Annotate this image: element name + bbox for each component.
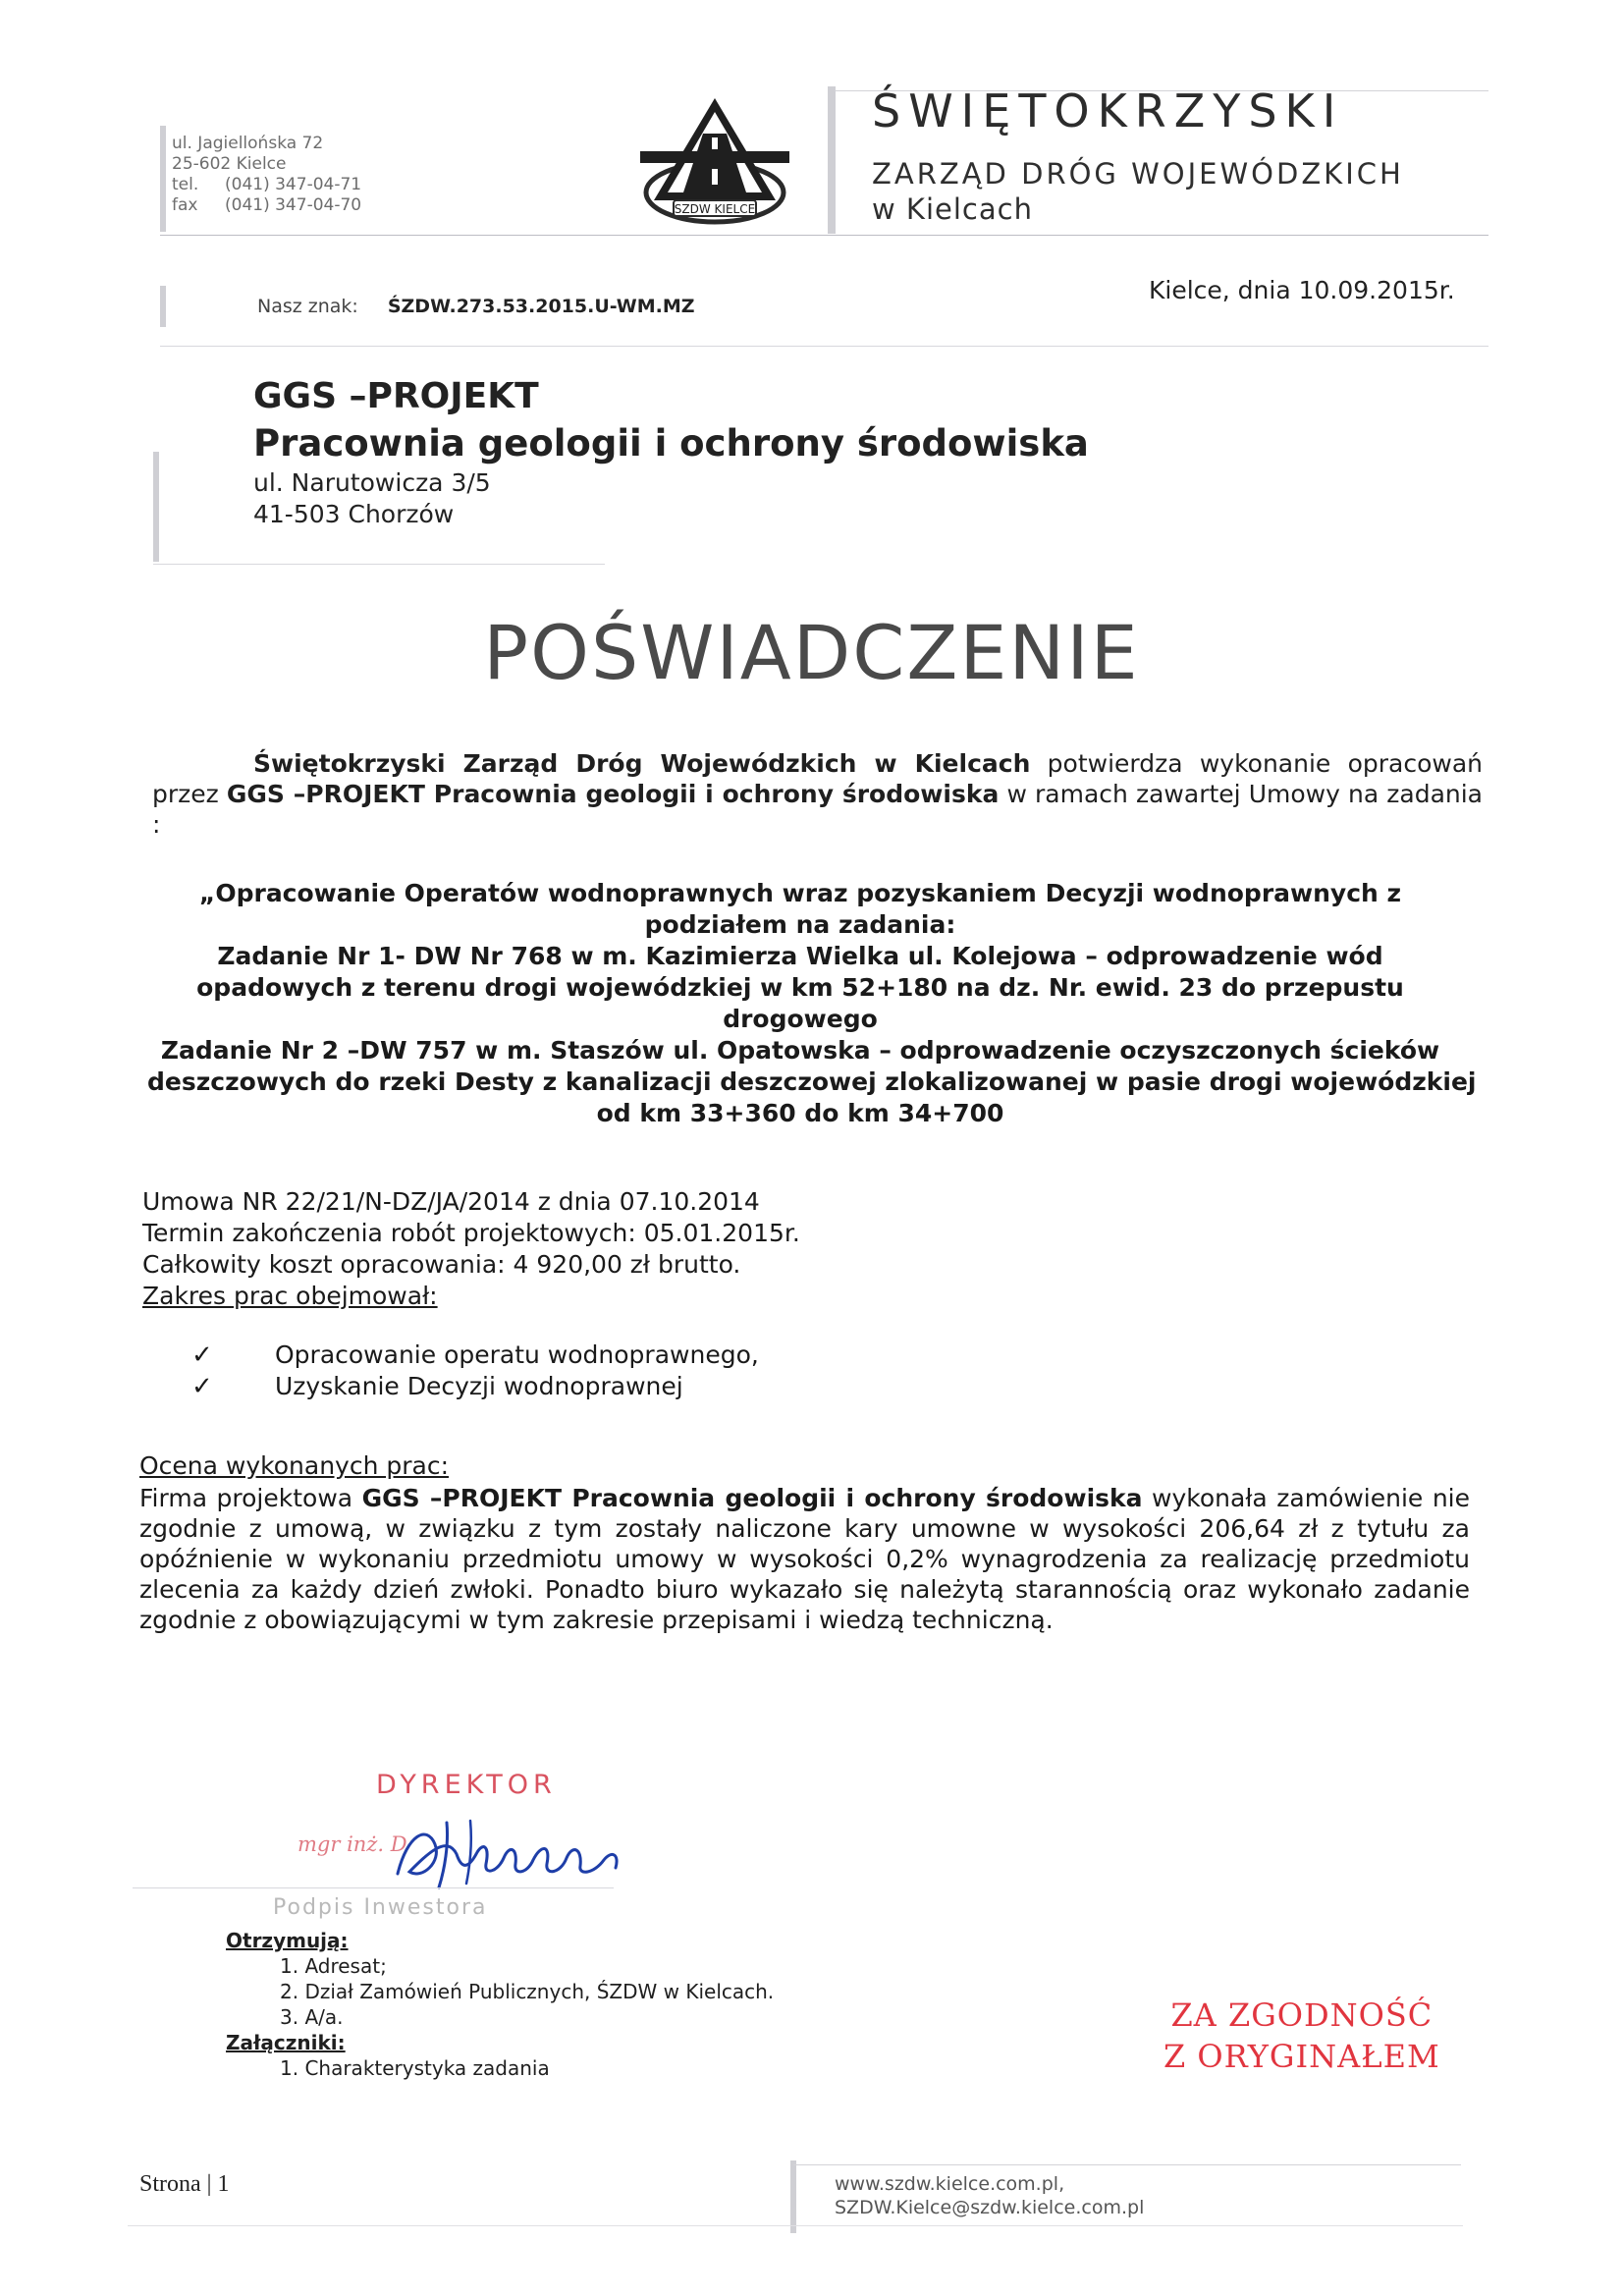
footer-top-line bbox=[793, 2164, 1461, 2165]
contract-facts bbox=[142, 1186, 800, 1312]
sender-street: ul. Jagiellońska 72 bbox=[172, 134, 324, 153]
intro-org: Świętokrzyski Zarząd Dróg Wojewódzkich w Kielcach bbox=[253, 749, 1031, 778]
recipients bbox=[226, 1928, 774, 2081]
list-item: ✓ Opracowanie operatu wodnoprawnego, bbox=[191, 1340, 759, 1370]
scope-list bbox=[191, 1339, 759, 1402]
assessment-firm: GGS –PROJEKT Pracownia geologii i ochrony środowiska bbox=[361, 1484, 1143, 1512]
reference-line bbox=[160, 346, 1488, 347]
footer-contact bbox=[835, 2172, 1144, 2219]
sender-fax: fax (041) 347-04-70 bbox=[172, 195, 362, 215]
total-cost: Całkowity koszt opracowania: 4 920,00 zł brutto. bbox=[142, 1250, 741, 1279]
reference-left-bar bbox=[160, 286, 166, 327]
task-line: drogowego bbox=[723, 1005, 878, 1033]
checkmark-icon: ✓ bbox=[191, 1340, 213, 1370]
director-stamp: DYREKTOR bbox=[376, 1770, 557, 1800]
task-line: „Opracowanie Operatów wodnoprawnych wraz pozyskaniem Decyzji wodnoprawnych z bbox=[198, 879, 1402, 907]
sender-address bbox=[172, 134, 361, 216]
reference bbox=[257, 296, 695, 317]
page-number: Strona | 1 bbox=[139, 2171, 230, 2197]
org-name-line2: ZARZĄD DRÓG WOJEWÓDZKICH bbox=[872, 157, 1404, 191]
addressee-department: Pracownia geologii i ochrony środowiska bbox=[253, 422, 1089, 465]
header-bottom-line bbox=[160, 235, 1488, 236]
org-name-line1: ŚWIĘTOKRZYSKI bbox=[872, 84, 1344, 137]
svg-text:SZDW KIELCE: SZDW KIELCE bbox=[674, 202, 756, 216]
task-description bbox=[147, 878, 1477, 1129]
intro-firm: GGS –PROJEKT Pracownia geologii i ochrony środowiska bbox=[226, 780, 1000, 808]
org-name-line3: w Kielcach bbox=[872, 192, 1033, 226]
assessment-paragraph: Ocena wykonanych prac: Firma projektowa GGS –PROJEKT Pracownia geologii i ochrony środowiska wykonała zamówienie nie zgodnie z umową, w związku z tym zostały naliczone kary umowne w wysokości 206,64 zł z tytułu za opóźnienie w wykonaniu przedmiotu umowy w wysokości 0,2% wynagrodzenia za realizację przedmiotu zlecenia za każdy dzień zwłoki. Ponadto biuro wykazało się należytą starannością oraz wykonało zadanie zgodnie z obowiązującymi w tym zakresie przepisami i wiedzą techniczną. bbox=[139, 1451, 1470, 1634]
attachments-heading: Załączniki: bbox=[226, 2031, 346, 2054]
road-logo-icon bbox=[640, 94, 789, 226]
addressee-left-bar bbox=[153, 452, 159, 562]
footer-website[interactable]: www.szdw.kielce.com.pl, bbox=[835, 2173, 1065, 2195]
addressee-street: ul. Narutowicza 3/5 bbox=[253, 468, 491, 497]
footer-email[interactable]: SZDW.Kielce@szdw.kielce.com.pl bbox=[835, 2197, 1145, 2218]
completion-date: Termin zakończenia robót projektowych: 05.01.2015r. bbox=[142, 1219, 800, 1247]
handwritten-signature bbox=[388, 1815, 643, 1897]
signature-line bbox=[133, 1887, 614, 1888]
contract-number: Umowa NR 22/21/N-DZ/JA/2014 z dnia 07.10.2014 bbox=[142, 1187, 760, 1216]
intro-paragraph: Świętokrzyski Zarząd Dróg Wojewódzkich w Kielcach potwierdza wykonanie opracowań przez GGS –PROJEKT Pracownia geologii i ochrony środowiska w ramach zawartej Umowy na zadania : bbox=[152, 749, 1484, 839]
list-item: ✓ Uzyskanie Decyzji wodnoprawnej bbox=[191, 1372, 683, 1401]
addressee-company: GGS –PROJEKT bbox=[253, 376, 539, 416]
addressee-bottom-line bbox=[153, 564, 605, 565]
footer-left-bar bbox=[790, 2160, 796, 2233]
scope-heading: Zakres prac obejmował: bbox=[142, 1282, 438, 1310]
reference-label: Nasz znak: bbox=[257, 296, 358, 317]
task-line: opadowych z terenu drogi wojewódzkiej w km 52+180 na dz. Nr. ewid. 23 do przepustu bbox=[196, 973, 1404, 1002]
assessment-heading: Ocena wykonanych prac: bbox=[139, 1451, 450, 1480]
sender-city: 25-602 Kielce bbox=[172, 154, 287, 174]
recipients-heading: Otrzymują: bbox=[226, 1929, 349, 1952]
reference-number: ŚZDW.273.53.2015.U-WM.MZ bbox=[387, 296, 695, 317]
checkmark-icon: ✓ bbox=[191, 1372, 213, 1401]
task-line: Zadanie Nr 1- DW Nr 768 w m. Kazimierza Wielka ul. Kolejowa – odprowadzenie wód bbox=[217, 942, 1383, 970]
list-item: 1. Charakterystyka zadania bbox=[280, 2056, 550, 2080]
document-title: POŚWIADCZENIE bbox=[483, 609, 1140, 696]
task-line: deszczowych do rzeki Desty z kanalizacji deszczowej zlokalizowanej w pasie drogi wojewódzkiej bbox=[147, 1067, 1477, 1096]
org-left-bar bbox=[828, 86, 836, 234]
addressee-city: 41-503 Chorzów bbox=[253, 500, 455, 528]
header-left-bar bbox=[160, 126, 166, 232]
certification-stamp: ZA ZGODNOŚĆ Z ORYGINAŁEM bbox=[1163, 1996, 1440, 2075]
sender-phone: tel. (041) 347-04-71 bbox=[172, 175, 362, 194]
list-item: 3. A/a. bbox=[280, 2005, 344, 2029]
director-stamp-name: mgr inż. D bbox=[298, 1832, 407, 1856]
document-date: Kielce, dnia 10.09.2015r. bbox=[1149, 276, 1455, 304]
task-line: od km 33+360 do km 34+700 bbox=[596, 1099, 1004, 1127]
list-item: 2. Dział Zamówień Publicznych, ŚZDW w Kielcach. bbox=[280, 1980, 775, 2003]
task-line: podziałem na zadania: bbox=[644, 910, 956, 939]
logo bbox=[640, 94, 789, 226]
list-item: 1. Adresat; bbox=[280, 1954, 387, 1978]
addressee bbox=[253, 373, 1089, 530]
footer-bottom-line bbox=[128, 2225, 1463, 2226]
signature-label: Podpis Inwestora bbox=[273, 1895, 488, 1920]
signature-icon bbox=[388, 1815, 643, 1893]
task-line: Zadanie Nr 2 –DW 757 w m. Staszów ul. Opatowska – odprowadzenie oczyszczonych ścieków bbox=[160, 1036, 1440, 1065]
